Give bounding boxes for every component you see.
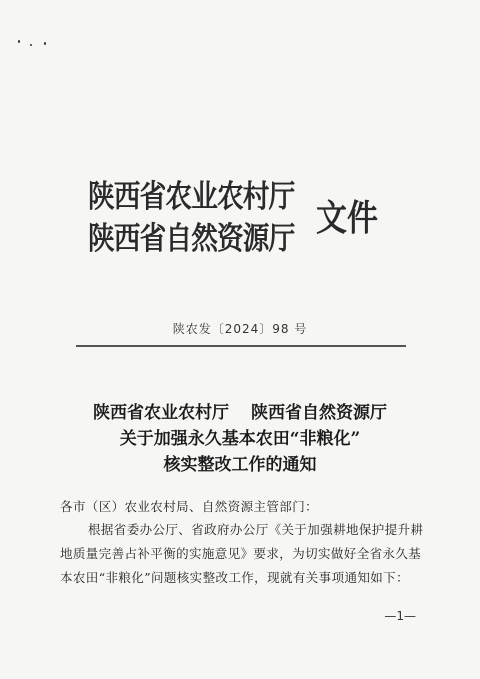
header-org-agriculture: 陕西省农业农村厅 [88, 179, 295, 215]
scan-speck [44, 42, 46, 45]
issuing-authority-header [88, 178, 388, 278]
body-paragraph-line-2: 地质量完善占补平衡的实施意见》要求，为切实做好全省永久基 [60, 546, 422, 561]
header-org-natural-resources: 陕西省自然资源厅 [88, 221, 295, 257]
document-title-line-2: 关于加强永久基本农田“非粮化” [119, 429, 361, 449]
title-org-agriculture: 陕西省农业农村厅 [93, 403, 229, 423]
header-divider-line [76, 345, 406, 347]
document-number: 陕农发〔2024〕98 号 [172, 322, 308, 336]
document-title-line-3: 核实整改工作的通知 [163, 455, 317, 475]
body-paragraph-line-1: 根据省委办公厅、省政府办公厅《关于加强耕地保护提升耕 [88, 522, 424, 537]
salutation: 各市（区）农业农村局、自然资源主管部门： [60, 499, 319, 514]
body-paragraph-line-3: 本农田“非粮化”问题核实整改工作，现就有关事项通知如下： [60, 570, 409, 585]
scan-speck [30, 44, 32, 46]
document-title-line-1 [0, 398, 480, 423]
scan-speck [18, 40, 20, 43]
title-org-natural-resources: 陕西省自然资源厅 [251, 403, 387, 423]
header-doc-type: 文件 [316, 197, 378, 239]
page-number: —1— [384, 609, 416, 623]
